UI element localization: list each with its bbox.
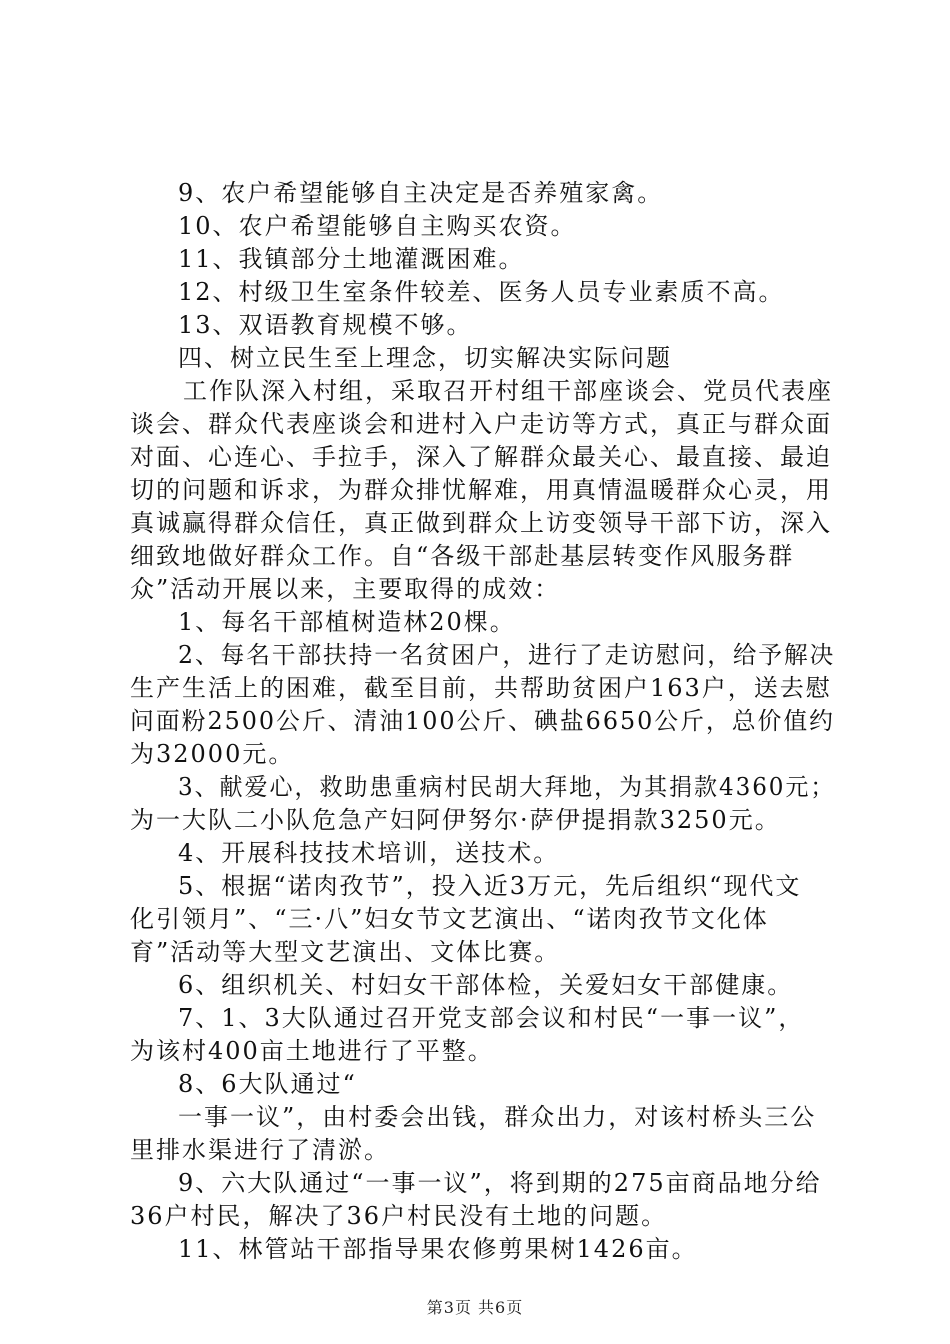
text-line: 工作队深入村组，采取召开村组干部座谈会、党员代表座 <box>183 377 833 405</box>
text-line: 生产生活上的困难，截至目前，共帮助贫困户163户，送去慰 <box>130 674 832 702</box>
text-line: 9、农户希望能够自主决定是否养殖家禽。 <box>178 179 664 207</box>
text-line: 13、双语教育规模不够。 <box>178 311 473 339</box>
text-line: 细致地做好群众工作。自“各级干部赴基层转变作风服务群 <box>130 542 795 570</box>
page-number-footer: 第3页 共6页 <box>426 1298 524 1317</box>
text-line: 里排水渠进行了清淤。 <box>130 1136 390 1164</box>
text-line: 为32000元。 <box>130 740 295 768</box>
text-line: 10、农户希望能够自主购买农资。 <box>178 212 577 240</box>
text-line: 谈会、群众代表座谈会和进村入户走访等方式，真正与群众面 <box>130 410 832 438</box>
text-line: 为该村400亩土地进行了平整。 <box>130 1037 494 1065</box>
text-line: 为一大队二小队危急产妇阿伊努尔·萨伊提捐款3250元。 <box>130 806 781 834</box>
text-line: 7、1、3大队通过召开党支部会议和村民“一事一议”， <box>178 1004 805 1032</box>
text-line: 3、献爱心，救助患重病村民胡大拜地，为其捐款4360元； <box>178 773 836 801</box>
text-line: 11、我镇部分土地灌溉困难。 <box>178 245 525 273</box>
text-line: 12、村级卫生室条件较差、医务人员专业素质不高。 <box>178 278 785 306</box>
text-line: 2、每名干部扶持一名贫困户，进行了走访慰问，给予解决 <box>178 641 836 669</box>
text-line: 问面粉2500公斤、清油100公斤、碘盐6650公斤，总价值约 <box>130 707 835 735</box>
section-heading: 四、树立民生至上理念，切实解决实际问题 <box>178 344 672 372</box>
text-line: 对面、心连心、手拉手，深入了解群众最关心、最直接、最迫 <box>130 443 832 471</box>
text-line: 切的问题和诉求，为群众排忧解难，用真情温暖群众心灵，用 <box>130 476 832 504</box>
text-line: 9、六大队通过“一事一议”，将到期的275亩商品地分给 <box>178 1169 822 1197</box>
text-line: 一事一议”，由村委会出钱，群众出力，对该村桥头三公 <box>178 1103 817 1131</box>
text-line: 6、组织机关、村妇女干部体检，关爱妇女干部健康。 <box>178 971 794 999</box>
text-line: 36户村民，解决了36户村民没有土地的问题。 <box>130 1202 668 1230</box>
text-line: 8、6大队通过“ <box>178 1070 357 1098</box>
text-line: 众”活动开展以来，主要取得的成效： <box>130 575 561 603</box>
text-line: 真诚赢得群众信任，真正做到群众上访变领导干部下访，深入 <box>130 509 832 537</box>
text-line: 化引领月”、“三·八”妇女节文艺演出、“诺肉孜节文化体 <box>130 905 769 933</box>
text-line: 11、林管站干部指导果农修剪果树1426亩。 <box>178 1235 698 1263</box>
text-line: 育”活动等大型文艺演出、文体比赛。 <box>130 938 561 966</box>
text-line: 5、根据“诺肉孜节”，投入近3万元，先后组织“现代文 <box>178 872 802 900</box>
text-line: 1、每名干部植树造林20棵。 <box>178 608 516 636</box>
text-line: 4、开展科技技术培训，送技术。 <box>178 839 560 867</box>
